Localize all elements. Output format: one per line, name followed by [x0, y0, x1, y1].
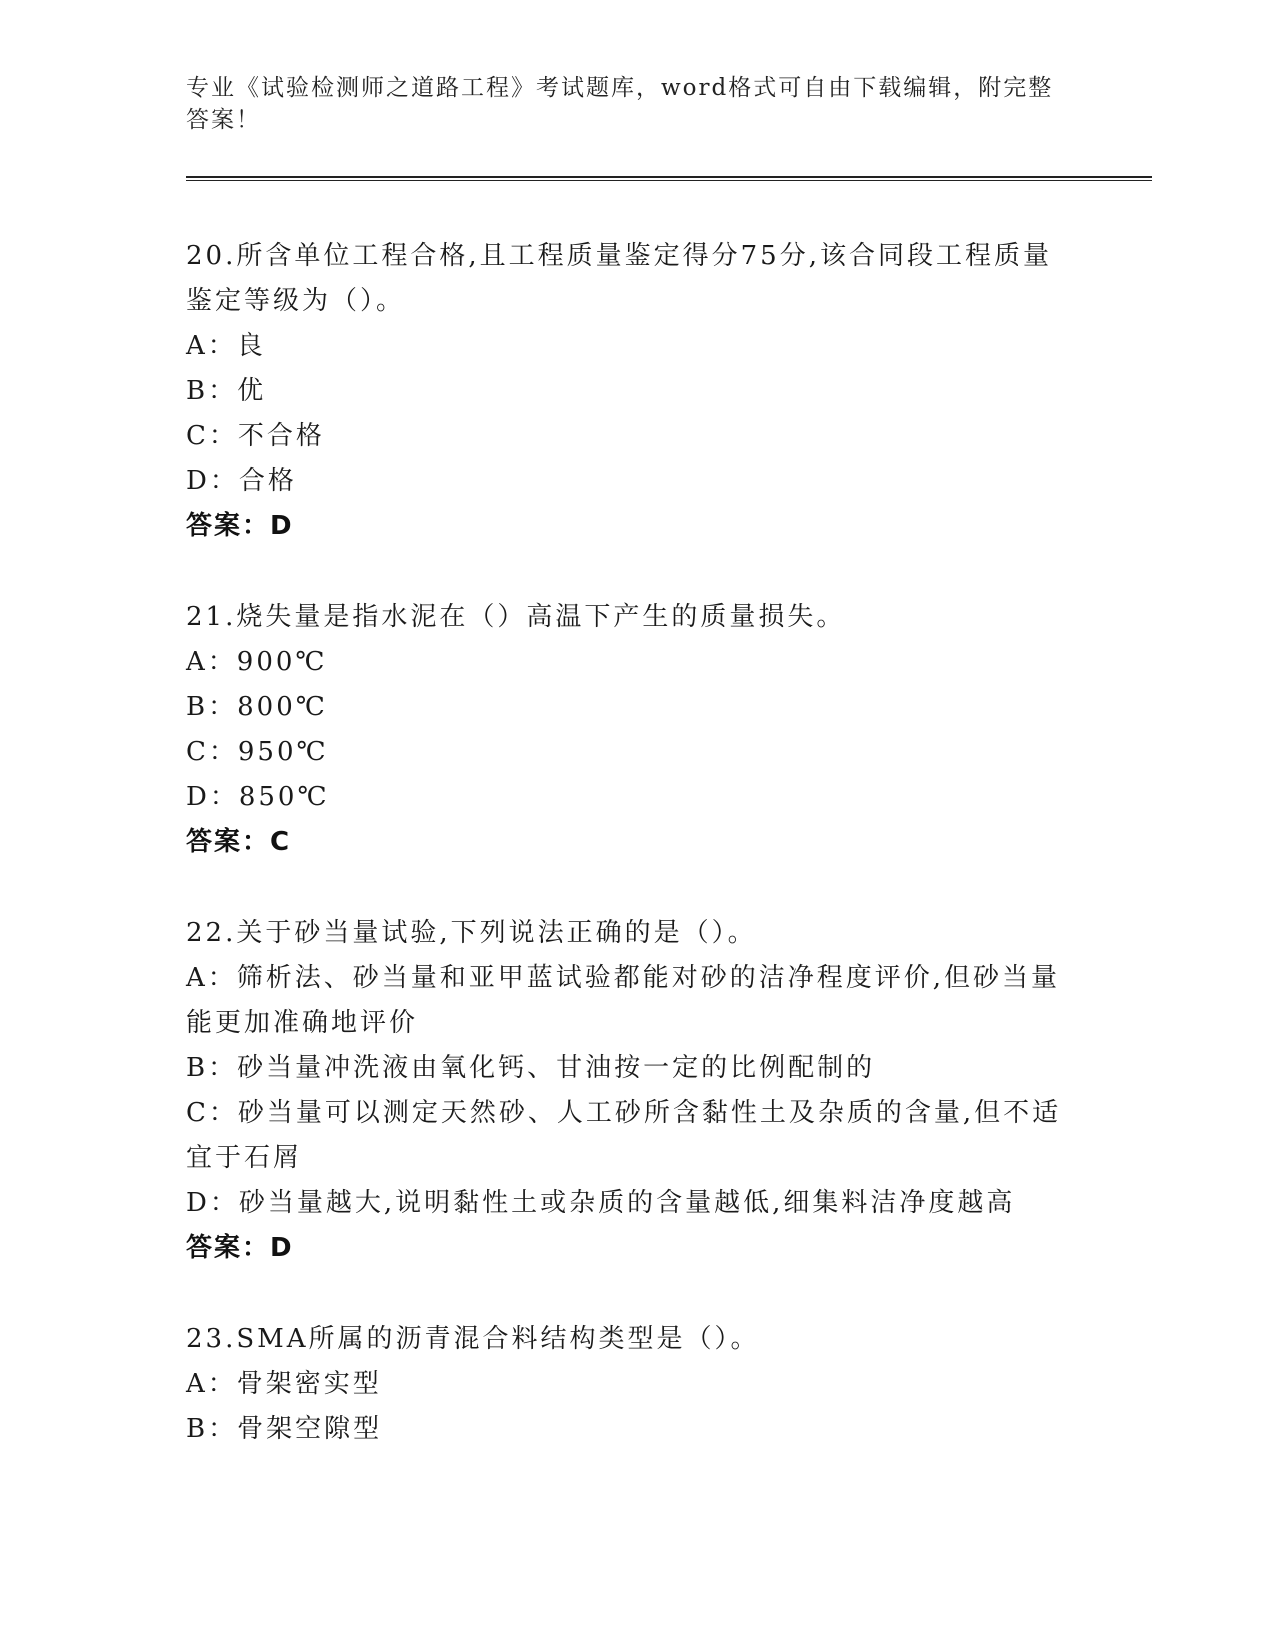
answer: 答案：D: [186, 511, 294, 541]
option-b: B：骨架空隙型: [186, 1414, 383, 1444]
header-divider: [186, 176, 1152, 181]
option-b: B：800℃: [186, 692, 328, 722]
option-b: B：砂当量冲洗液由氧化钙、甘油按一定的比例配制的: [186, 1053, 876, 1083]
option-a: A：良: [186, 331, 266, 361]
question-list: [186, 234, 1066, 1498]
question-22: [186, 911, 1066, 1271]
question-stem: 23.SMA所属的沥青混合料结构类型是（）。: [186, 1324, 760, 1354]
question-stem: 20.所含单位工程合格,且工程质量鉴定得分75分,该合同段工程质量鉴定等级为（）。: [186, 241, 1052, 316]
option-c: C：砂当量可以测定天然砂、人工砂所含黏性土及杂质的含量,但不适宜于石屑: [186, 1098, 1062, 1173]
question-20: [186, 234, 1066, 549]
option-d: D：850℃: [186, 782, 330, 812]
option-a: A：骨架密实型: [186, 1369, 382, 1399]
question-23: [186, 1317, 1066, 1452]
option-d: D：砂当量越大,说明黏性土或杂质的含量越低,细集料洁净度越高: [186, 1188, 1016, 1218]
option-a: A：筛析法、砂当量和亚甲蓝试验都能对砂的洁净程度评价,但砂当量能更加准确地评价: [186, 963, 1061, 1038]
answer: 答案：D: [186, 1233, 294, 1263]
option-d: D：合格: [186, 466, 297, 496]
question-stem: 21.烧失量是指水泥在（）高温下产生的质量损失。: [186, 602, 846, 632]
answer: 答案：C: [186, 827, 292, 857]
question-stem: 22.关于砂当量试验,下列说法正确的是（）。: [186, 918, 757, 948]
document-header: 专业《试验检测师之道路工程》考试题库，word格式可自由下载编辑，附完整答案！: [186, 75, 1054, 133]
question-21: [186, 595, 1066, 865]
option-b: B：优: [186, 376, 267, 406]
option-c: C：不合格: [186, 421, 325, 451]
option-a: A：900℃: [186, 647, 328, 677]
option-c: C：950℃: [186, 737, 329, 767]
